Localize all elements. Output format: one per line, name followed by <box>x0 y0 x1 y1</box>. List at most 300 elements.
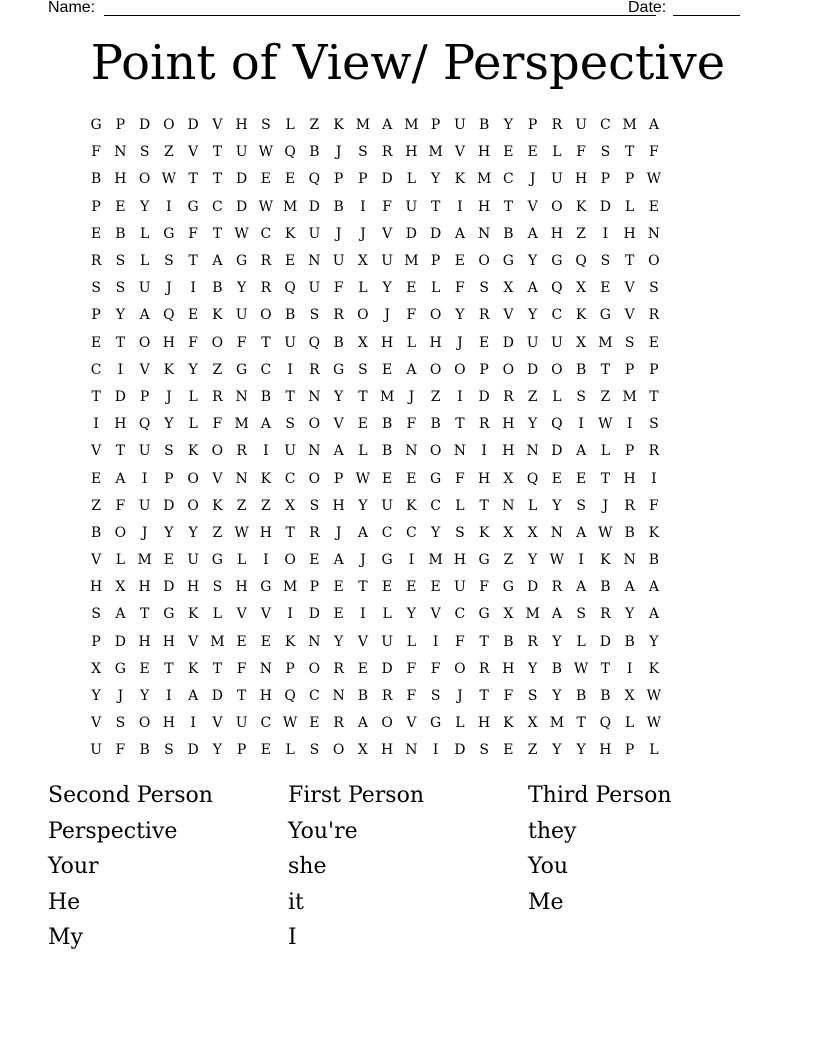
grid-letter: P <box>624 742 635 759</box>
grid-letter: A <box>382 117 393 134</box>
grid-letter: Y <box>212 742 222 759</box>
word-list-item: He <box>48 889 81 915</box>
grid-letter: Y <box>552 497 562 514</box>
grid-row <box>84 411 739 438</box>
grid-letter: Y <box>188 524 198 541</box>
grid-letter: A <box>406 361 417 378</box>
grid-letter: H <box>478 144 491 161</box>
grid-row <box>84 166 739 193</box>
grid-letter: L <box>600 443 611 460</box>
grid-letter: D <box>236 198 248 215</box>
grid-letter: E <box>527 144 538 161</box>
grid-letter: A <box>260 416 271 433</box>
grid-letter: W <box>598 416 613 433</box>
grid-letter: B <box>575 688 587 705</box>
grid-letter: C <box>284 470 296 487</box>
grid-letter: N <box>405 443 418 460</box>
grid-letter: S <box>455 524 465 541</box>
grid-letter: Y <box>164 524 174 541</box>
grid-letter: T <box>285 524 295 541</box>
grid-letter: B <box>600 579 611 596</box>
grid-letter: S <box>527 688 538 705</box>
grid-letter: V <box>212 715 223 732</box>
grid-letter: L <box>188 416 198 433</box>
grid-letter: T <box>600 660 611 677</box>
grid-letter: T <box>188 253 198 270</box>
grid-letter: V <box>139 361 150 378</box>
grid-letter: L <box>285 117 295 134</box>
grid-letter: K <box>478 524 490 541</box>
grid-letter: U <box>284 334 297 351</box>
grid-letter: H <box>187 579 200 596</box>
grid-letter: H <box>478 198 491 215</box>
grid-letter: F <box>455 280 465 297</box>
grid-letter: B <box>503 225 514 242</box>
word-list <box>48 778 768 958</box>
grid-letter: O <box>260 307 272 324</box>
grid-letter: E <box>551 470 562 487</box>
grid-letter: A <box>188 688 199 705</box>
grid-letter: X <box>527 524 538 541</box>
grid-letter: Z <box>309 117 320 134</box>
grid-letter: Z <box>576 225 586 242</box>
grid-letter: J <box>335 524 342 541</box>
grid-letter: Z <box>503 552 514 569</box>
grid-letter: N <box>308 253 321 270</box>
grid-letter: A <box>357 524 368 541</box>
grid-letter: P <box>333 470 344 487</box>
grid-letter: H <box>162 633 175 650</box>
grid-letter: G <box>502 579 514 596</box>
name-label: Name: <box>48 0 96 16</box>
grid-letter: N <box>259 660 272 677</box>
grid-letter: U <box>235 144 248 161</box>
grid-letter: A <box>333 552 344 569</box>
grid-letter: J <box>117 688 124 705</box>
grid-letter: Q <box>163 307 175 324</box>
grid-letter: T <box>358 579 368 596</box>
grid-letter: W <box>549 552 565 569</box>
grid-letter: E <box>333 606 344 623</box>
grid-letter: D <box>599 633 611 650</box>
grid-letter: Z <box>236 497 247 514</box>
grid-letter: L <box>455 497 465 514</box>
grid-letter: T <box>164 660 174 677</box>
grid-letter: Q <box>575 253 587 270</box>
grid-row <box>84 302 739 329</box>
grid-letter: M <box>622 117 637 134</box>
grid-letter: P <box>600 171 611 188</box>
grid-letter: Z <box>261 497 271 514</box>
grid-row <box>84 710 739 737</box>
grid-letter: E <box>115 198 126 215</box>
grid-letter: U <box>453 579 466 596</box>
grid-letter: D <box>599 198 611 215</box>
grid-letter: Z <box>527 742 538 759</box>
grid-letter: O <box>551 198 563 215</box>
grid-letter: G <box>551 253 563 270</box>
grid-letter: M <box>549 715 565 732</box>
grid-letter: X <box>357 334 368 351</box>
grid-letter: Q <box>284 688 296 705</box>
grid-letter: C <box>503 171 514 188</box>
grid-letter: B <box>115 225 126 242</box>
grid-letter: N <box>647 225 660 242</box>
grid-letter: X <box>624 688 635 705</box>
grid-letter: E <box>357 416 368 433</box>
grid-letter: L <box>406 334 417 351</box>
grid-letter: H <box>453 552 466 569</box>
grid-letter: I <box>457 388 463 405</box>
grid-letter: F <box>503 688 514 705</box>
grid-letter: S <box>649 280 659 297</box>
grid-letter: R <box>600 606 611 623</box>
grid-letter: A <box>115 606 126 623</box>
grid-letter: S <box>576 497 586 514</box>
grid-letter: Y <box>431 524 441 541</box>
grid-letter: D <box>114 633 126 650</box>
grid-letter: F <box>91 144 101 161</box>
grid-letter: K <box>454 171 466 188</box>
grid-letter: X <box>357 253 368 270</box>
grid-letter: X <box>357 742 368 759</box>
grid-letter: S <box>649 416 659 433</box>
grid-letter: H <box>381 334 394 351</box>
grid-letter: H <box>235 117 248 134</box>
word-list-item: Me <box>528 889 564 915</box>
grid-letter: E <box>648 198 659 215</box>
grid-letter: O <box>429 307 442 324</box>
grid-letter: U <box>138 497 151 514</box>
grid-letter: D <box>527 579 539 596</box>
grid-letter: I <box>408 552 415 569</box>
grid-letter: F <box>406 307 417 324</box>
grid-letter: Y <box>552 742 562 759</box>
grid-letter: Y <box>140 688 150 705</box>
grid-letter: T <box>261 334 271 351</box>
grid-letter: H <box>550 225 563 242</box>
word-list-item: Your <box>48 854 99 879</box>
grid-letter: E <box>454 253 465 270</box>
grid-letter: W <box>161 171 177 188</box>
grid-letter: A <box>648 117 659 134</box>
grid-letter: R <box>503 388 514 405</box>
grid-letter: V <box>430 606 441 623</box>
grid-letter: H <box>235 579 248 596</box>
grid-row <box>84 112 739 139</box>
grid-letter: C <box>406 524 417 541</box>
grid-letter: L <box>527 497 538 514</box>
grid-letter: O <box>308 470 321 487</box>
grid-letter: E <box>382 579 393 596</box>
grid-letter: M <box>476 171 492 188</box>
grid-letter: F <box>406 416 417 433</box>
grid-row <box>84 547 739 574</box>
grid-letter: E <box>576 470 587 487</box>
grid-letter: B <box>551 660 563 677</box>
page-title: Point of View/ Perspective <box>90 35 726 91</box>
grid-letter: R <box>236 443 247 460</box>
grid-letter: L <box>430 280 441 297</box>
word-list-item: My <box>48 925 83 950</box>
grid-letter: O <box>211 443 224 460</box>
grid-row <box>84 683 739 710</box>
grid-letter: L <box>552 144 562 161</box>
grid-letter: T <box>649 388 659 405</box>
grid-letter: Z <box>527 388 538 405</box>
grid-letter: F <box>188 334 198 351</box>
grid-letter: V <box>91 443 102 460</box>
grid-letter: C <box>600 117 611 134</box>
grid-letter: S <box>309 497 320 514</box>
word-list-column <box>288 778 518 956</box>
grid-letter: H <box>575 171 588 188</box>
grid-letter: X <box>91 660 102 677</box>
grid-letter: W <box>646 688 662 705</box>
grid-letter: X <box>285 497 296 514</box>
grid-letter: O <box>454 660 466 677</box>
grid-letter: X <box>527 715 538 732</box>
grid-letter: P <box>91 633 101 650</box>
grid-letter: N <box>308 388 321 405</box>
grid-row <box>84 520 739 547</box>
grid-letter: P <box>358 171 368 188</box>
grid-letter: Y <box>188 361 198 378</box>
grid-letter: F <box>333 280 344 297</box>
grid-letter: J <box>360 552 366 569</box>
grid-letter: V <box>188 144 199 161</box>
grid-letter: G <box>236 253 248 270</box>
grid-letter: I <box>93 416 99 433</box>
grid-letter: O <box>454 361 466 378</box>
grid-letter: B <box>90 171 102 188</box>
grid-letter: H <box>478 715 491 732</box>
grid-letter: O <box>332 742 345 759</box>
grid-letter: Y <box>91 688 101 705</box>
grid-letter: M <box>282 198 298 215</box>
grid-letter: T <box>624 253 635 270</box>
grid-letter: R <box>551 117 563 134</box>
word-list-item: You're <box>288 818 358 844</box>
grid-letter: I <box>432 742 439 759</box>
grid-letter: B <box>624 524 635 541</box>
grid-letter: O <box>114 524 127 541</box>
grid-letter: Y <box>649 633 659 650</box>
grid-letter: R <box>478 416 490 433</box>
grid-letter: G <box>478 606 490 623</box>
grid-letter: E <box>91 225 102 242</box>
grid-letter: Y <box>552 633 562 650</box>
grid-letter: L <box>358 443 368 460</box>
grid-letter: P <box>139 388 150 405</box>
grid-letter: P <box>333 171 344 188</box>
grid-letter: Z <box>430 388 441 405</box>
grid-letter: H <box>599 742 612 759</box>
grid-letter: O <box>357 307 369 324</box>
grid-letter: E <box>406 579 417 596</box>
grid-letter: W <box>234 225 249 242</box>
grid-letter: A <box>648 579 659 596</box>
grid-letter: Q <box>284 144 296 161</box>
grid-letter: G <box>236 361 248 378</box>
grid-letter: N <box>526 443 539 460</box>
word-list-item: they <box>528 818 577 844</box>
grid-letter: E <box>285 253 296 270</box>
grid-letter: P <box>236 742 247 759</box>
grid-letter: T <box>212 660 223 677</box>
grid-letter: E <box>139 660 150 677</box>
grid-letter: S <box>624 334 635 351</box>
grid-letter: Y <box>528 552 538 569</box>
grid-letter: F <box>649 144 659 161</box>
grid-letter: K <box>648 524 660 541</box>
grid-letter: C <box>260 715 272 732</box>
grid-letter: H <box>259 524 272 541</box>
grid-letter: S <box>358 144 368 161</box>
grid-letter: K <box>187 606 199 623</box>
grid-letter: I <box>263 443 269 460</box>
grid-letter: I <box>626 660 633 677</box>
grid-letter: T <box>624 144 635 161</box>
grid-letter: K <box>212 307 223 324</box>
grid-letter: A <box>139 307 150 324</box>
grid-letter: H <box>429 334 442 351</box>
grid-letter: O <box>138 334 151 351</box>
grid-letter: B <box>333 198 344 215</box>
grid-letter: B <box>139 742 150 759</box>
grid-letter: D <box>211 688 223 705</box>
grid-letter: N <box>235 470 248 487</box>
grid-letter: F <box>406 688 417 705</box>
grid-letter: B <box>503 633 514 650</box>
grid-letter: T <box>455 416 465 433</box>
grid-letter: R <box>333 660 344 677</box>
grid-letter: W <box>282 715 298 732</box>
grid-letter: V <box>236 606 247 623</box>
grid-letter: O <box>187 470 199 487</box>
grid-letter: D <box>551 443 563 460</box>
grid-letter: F <box>188 225 198 242</box>
grid-letter: L <box>212 606 223 623</box>
grid-letter: O <box>429 361 442 378</box>
grid-row <box>84 574 739 601</box>
grid-letter: F <box>649 497 659 514</box>
grid-letter: D <box>308 606 320 623</box>
grid-letter: T <box>236 688 247 705</box>
grid-row <box>84 275 739 302</box>
grid-letter: T <box>600 470 611 487</box>
grid-letter: P <box>91 307 101 324</box>
grid-letter: R <box>309 524 320 541</box>
grid-letter: L <box>455 715 465 732</box>
name-blank-line <box>104 15 656 16</box>
grid-letter: Y <box>503 117 513 134</box>
grid-letter: Q <box>284 280 296 297</box>
grid-letter: F <box>406 660 417 677</box>
word-list-column <box>48 778 278 956</box>
grid-letter: H <box>332 497 345 514</box>
grid-row <box>84 357 739 384</box>
grid-row <box>84 139 739 166</box>
grid-letter: P <box>624 171 635 188</box>
grid-letter: N <box>332 688 345 705</box>
grid-letter: S <box>358 361 368 378</box>
grid-letter: K <box>600 552 611 569</box>
grid-letter: V <box>91 552 102 569</box>
grid-letter: N <box>502 497 515 514</box>
grid-letter: B <box>381 416 393 433</box>
grid-letter: S <box>479 280 489 297</box>
grid-letter: E <box>260 742 271 759</box>
grid-letter: W <box>646 171 662 188</box>
grid-letter: C <box>309 688 320 705</box>
grid-letter: O <box>138 715 151 732</box>
grid-letter: X <box>503 280 514 297</box>
grid-letter: R <box>381 688 393 705</box>
grid-row <box>84 737 739 764</box>
grid-letter: Y <box>237 280 247 297</box>
grid-letter: I <box>578 552 584 569</box>
grid-letter: E <box>91 470 102 487</box>
grid-letter: O <box>308 660 321 677</box>
grid-letter: M <box>428 552 443 569</box>
grid-letter: O <box>308 416 321 433</box>
grid-letter: O <box>429 443 442 460</box>
grid-letter: C <box>260 225 272 242</box>
grid-letter: M <box>525 606 540 623</box>
grid-letter: N <box>453 443 466 460</box>
grid-letter: P <box>430 253 441 270</box>
grid-letter: F <box>115 742 126 759</box>
grid-letter: J <box>166 280 172 297</box>
grid-letter: B <box>478 117 490 134</box>
grid-letter: N <box>114 144 127 161</box>
grid-letter: C <box>454 606 466 623</box>
grid-letter: Y <box>358 497 368 514</box>
grid-letter: F <box>576 144 586 161</box>
grid-letter: R <box>212 388 223 405</box>
grid-row <box>84 465 739 492</box>
grid-letter: J <box>602 497 609 514</box>
grid-letter: Z <box>212 361 223 378</box>
grid-letter: L <box>624 198 635 215</box>
grid-letter: B <box>260 388 272 405</box>
grid-letter: I <box>263 552 269 569</box>
grid-letter: Y <box>431 171 441 188</box>
grid-letter: S <box>309 307 320 324</box>
grid-letter: D <box>430 225 442 242</box>
grid-letter: Y <box>382 280 392 297</box>
grid-letter: E <box>285 171 296 188</box>
grid-letter: T <box>285 388 295 405</box>
grid-letter: Y <box>140 198 150 215</box>
grid-row <box>84 601 739 628</box>
grid-letter: T <box>212 144 223 161</box>
grid-letter: J <box>457 334 463 351</box>
grid-letter: A <box>454 225 465 242</box>
grid-letter: L <box>649 742 659 759</box>
grid-letter: F <box>382 198 392 215</box>
grid-row <box>84 194 739 221</box>
grid-letter: W <box>598 524 613 541</box>
grid-letter: E <box>648 334 659 351</box>
grid-letter: B <box>284 307 296 324</box>
grid-letter: E <box>260 633 271 650</box>
grid-letter: V <box>333 416 344 433</box>
grid-letter: T <box>358 388 368 405</box>
grid-letter: S <box>430 688 441 705</box>
grid-letter: H <box>162 334 175 351</box>
